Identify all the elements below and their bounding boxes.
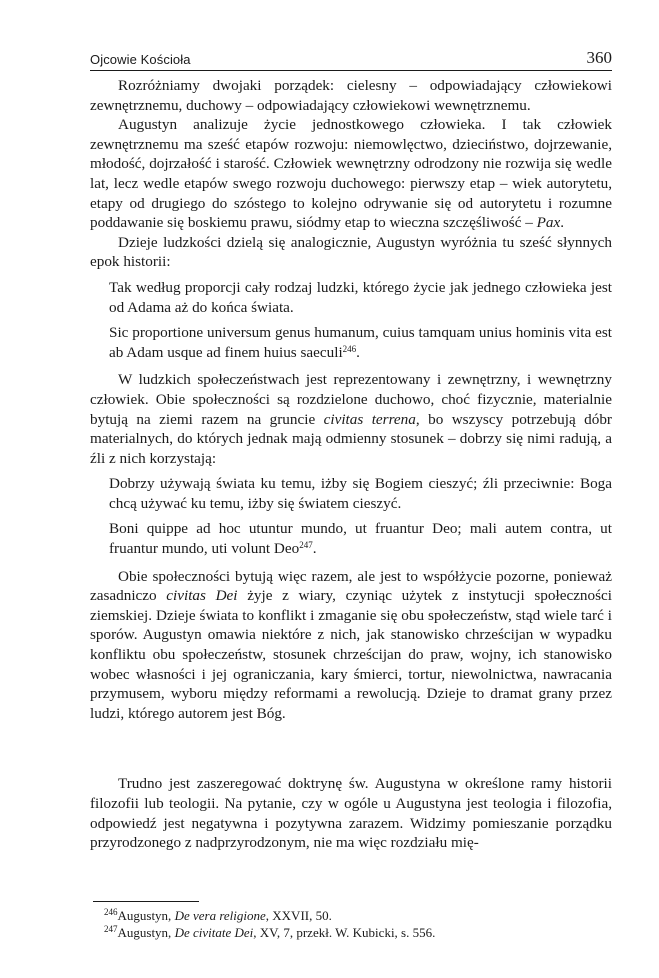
quote-polish-2: Dobrzy używają świata ku temu, iżby się Bogiem cieszyć; źli przeciwnie: Boga chcą używać ku temu, iżby się światem cieszyć.: [109, 475, 612, 512]
paragraph-5: [90, 567, 612, 724]
footnote-title: De vera religione: [174, 908, 266, 923]
quote-latin-1-end: .: [356, 343, 360, 361]
footnote-ref-247[interactable]: 247: [299, 540, 313, 551]
quote-latin-2-text: Boni quippe ad hoc utuntur mundo, ut fruantur Deo; mali autem contra, ut fruantur mundo, uti volunt Deo: [109, 520, 612, 558]
paragraph-1: Rozróżniamy dwojaki porządek: cielesny – odpowiadający człowiekowi zewnętrznemu, duchowy – odpowiadający człowiekowi wewnętrznemu.: [90, 77, 612, 114]
paragraph-4-text-b: , bo wszyscy potrzebują dóbr materialnych, do których jednak mają odmienny stosunek – dobrzy się nimi radują, a źli z nich korzystają:: [90, 410, 612, 467]
footnote-title: De civitate Dei: [174, 925, 254, 940]
quote-latin-1-text: Sic proportione universum genus humanum, cuius tamquam unius hominis vita est ab Adam usque ad finem huius saeculi: [109, 324, 612, 361]
paragraph-4: [90, 370, 612, 468]
footnote-author: Augustyn,: [117, 925, 175, 940]
quote-polish-1: Tak według proporcji cały rodzaj ludzki, którego życie jak jednego człowieka jest od Adama aż do końca świata.: [109, 278, 612, 316]
footnote-number: 246: [104, 907, 118, 917]
paragraph-2-end: .: [560, 214, 565, 232]
quote-latin-1: [109, 323, 612, 362]
footnote-number: 247: [104, 924, 118, 934]
footnote-reference: , XXVII, 50.: [265, 908, 332, 923]
civitas-dei-term: civitas Dei: [166, 587, 238, 605]
quote-latin-2: [109, 519, 612, 558]
main-text: [90, 76, 612, 853]
footnote-reference: , XV, 7, przekł. W. Kubicki, s. 556.: [253, 925, 436, 940]
page-header: [90, 48, 612, 71]
paragraph-3: Dzieje ludzkości dzielą się analogicznie, Augustyn wyróżnia tu sześć słynnych epok historii:: [90, 233, 612, 271]
paragraph-2: [90, 115, 612, 233]
civitas-terrena-term: civitas terrena: [323, 410, 416, 428]
paragraph-6: Trudno jest zaszeregować doktrynę św. Augustyna w określone ramy historii filozofii lub teologii. Na pytanie, czy w ogóle u Augustyna jest teologia i filozofia, odpowiedź jest negatywna i pozytywna zarazem. Widzimy pomieszanie porządku przyrodzonego z nadprzyrodzonym, nie ma więc rozdziału mię-: [90, 775, 612, 852]
paragraph-5-text-a: Obie społeczności bytują więc razem, ale jest to współżycie pozorne, ponieważ zasadniczo: [90, 567, 612, 605]
page-number: 360: [586, 48, 612, 67]
paragraph-2-text: Augustyn analizuje życie jednostkowego człowieka. I tak człowiek zewnętrznemu ma sześć etapów rozwoju: niemowlęctwo, dzieciństwo, dojrzewanie, młodość, dojrzałość i starość. Człowiek wewnętrzny odrodzony nie rozwija się wedle lat, lecz wedle etapów swego rozwoju duchowego: pierwszy etap – wiek autorytetu, etapy od drugiego do szóstego to kolejno odrywanie się od autorytetu i rozumne poddawanie się boskiemu prawu, siódmy etap to wieczna szczęśliwość –: [90, 116, 612, 232]
paragraph-4-text-a: W ludzkich społeczeństwach jest reprezentowany i zewnętrzny, i wewnętrzny człowiek. Obie społeczności są rozdzielone duchowo, choć fizycznie, materialnie bytują na ziemi razem na gruncie: [90, 371, 612, 428]
footnote-divider: [93, 901, 199, 902]
paragraph-5-text-b: żyje z wiary, czyniąc użytek z instytucji społeczności ziemskiej. Dzieje świata to konflikt i zmaganie się obu społeczeństw, stąd wiele tarć i sporów. Augustyn omawia niektóre z nich, jak stanowisko chrześcijan w wypadku konfliktu obu społeczeństw, stosunek chrześcijan do praw, wojny, ich stanowisko wobec własności i jej ograniczania, kary śmierci, tortur, niewolnictwa, nawracania przymusem, wyboru między reformami a rewolucją. Dzieje to dramat grany przez ludzi, którego autorem jest Bóg.: [90, 587, 612, 722]
footnote-247: [104, 924, 612, 941]
footnotes: [104, 907, 612, 941]
footnote-246: [104, 907, 612, 924]
footnote-author: Augustyn,: [117, 908, 175, 923]
running-title: Ojcowie Kościoła: [90, 52, 191, 67]
footnote-ref-246[interactable]: 246: [342, 343, 357, 354]
quote-latin-2-end: .: [312, 540, 317, 558]
pax-term: Pax: [536, 214, 561, 232]
